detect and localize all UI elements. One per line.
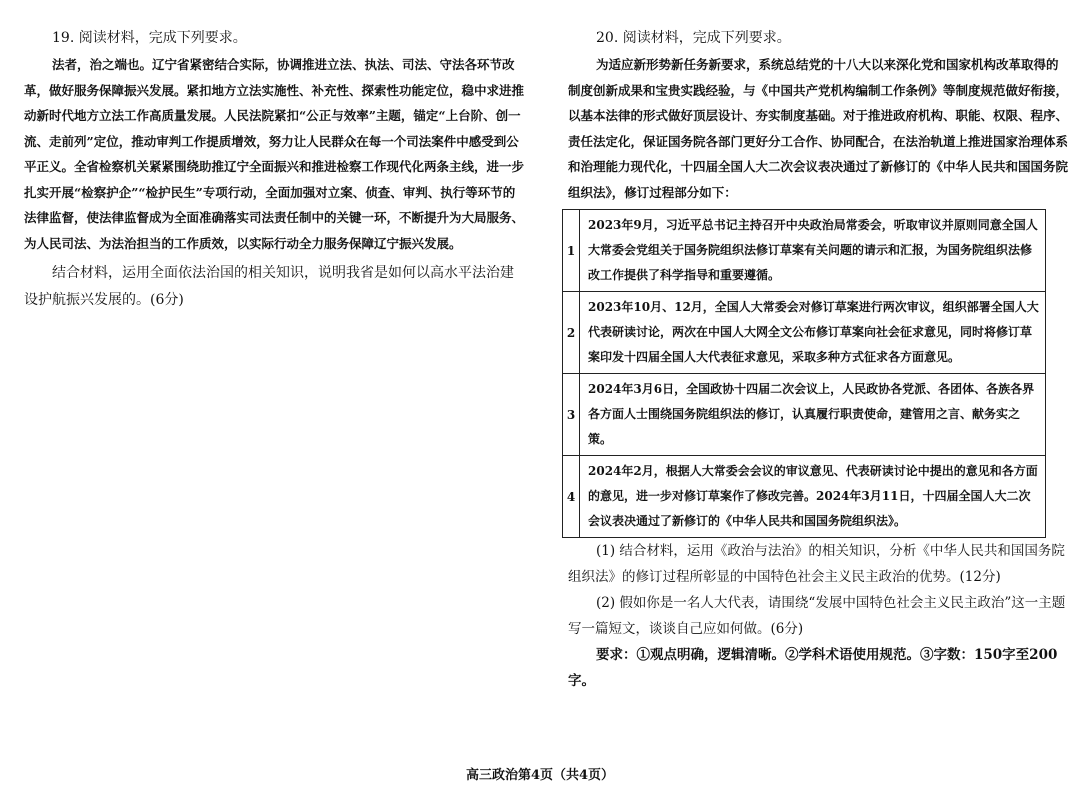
question-19: [24, 28, 524, 314]
table-row: [563, 456, 1046, 538]
row-text: 2024年3月6日，全国政协十四届二次会议上，人民政协各党派、各团体、各族各界各方面人士围绕国务院组织法的修订，认真履行职责使命，建管用之言、献务实之策。: [580, 374, 1046, 456]
row-text: 2023年10月、12月，全国人大常委会对修订草案进行两次审议，组织部署全国人大代表研读讨论，两次在中国人大网全文公布修订草案向社会征求意见，同时将修订草案印发十四届全国人大代表征求意见，采取多种方式征求各方面意见。: [580, 292, 1046, 374]
q19-title: 19. 阅读材料，完成下列要求。: [52, 30, 247, 46]
table-row: [563, 374, 1046, 456]
q20-intro: 为适应新形势新任务新要求，系统总结党的十八大以来深化党和国家机构改革取得的制度创新成果和宝贵实践经验，与《中国共产党机构编制工作条例》等制度规范做好衔接，以基本法律的形式做好顶层设计、夯实制度基础。对于推进政府机构、职能、权限、程序、责任法定化，保证国务院各部门更好分工合作、协同配合，在法治轨道上推进国家治理体系和治理能力现代化，十四届全国人大二次会议表决通过了新修订的《中华人民共和国国务院组织法》，修订过程部分如下：: [568, 57, 1069, 200]
q20-sub-question-1: (1) 结合材料，运用《政治与法治》的相关知识，分析《中华人民共和国国务院组织法》的修订过程所彰显的中国特色社会主义民主政治的优势。(12分): [568, 543, 1065, 585]
q19-material: 法者，治之端也。辽宁省紧密结合实际，协调推进立法、执法、司法、守法各环节改革，做好服务保障振兴发展。紧扣地方立法实施性、补充性、探索性功能定位，稳中求进推动新时代地方立法工作高质量发展。人民法院紧扣“公正与效率”主题，锚定“上台阶、创一流、走前列”定位，推动审判工作提质增效，努力让人民群众在每一个司法案件中感受到公平正义。全省检察机关紧紧围绕助推辽宁全面振兴和推进检察工作现代化两条主线，进一步扎实开展“检察护企”“检护民生”专项行动，全面加强对立案、侦查、审判、执行等环节的法律监督，使法律监督成为全面准确落实司法责任制中的关键一环，不断提升为大局服务、为人民司法、为法治担当的工作质效，以实际行动全力服务保障辽宁振兴发展。: [24, 57, 525, 251]
table-row: [563, 292, 1046, 374]
q19-task: 结合材料，运用全面依法治国的相关知识，说明我省是如何以高水平法治建设护航振兴发展的。(6分): [24, 265, 514, 308]
row-number: 3: [563, 374, 580, 456]
table-row: [563, 210, 1046, 292]
q20-sub-question-2: (2) 假如你是一名人大代表，请围绕“发展中国特色社会主义民主政治”这一主题写一篇短文，谈谈自己应如何做。(6分): [568, 595, 1066, 637]
row-number: 4: [563, 456, 580, 538]
question-20: [568, 28, 1068, 694]
q20-requirements: 要求：①观点明确，逻辑清晰。②学科术语使用规范。③字数：150字至200字。: [568, 647, 1058, 689]
page-footer: 高三政治第4页（共4页）: [465, 768, 615, 783]
row-number: 1: [563, 210, 580, 292]
revision-process-table: [562, 209, 1046, 538]
row-text: 2023年9月，习近平总书记主持召开中央政治局常委会，听取审议并原则同意全国人大常委会党组关于国务院组织法修订草案有关问题的请示和汇报，为国务院组织法修改工作提供了科学指导和重要遵循。: [580, 210, 1046, 292]
q20-title: 20. 阅读材料，完成下列要求。: [596, 30, 791, 46]
row-text: 2024年2月，根据人大常委会会议的审议意见、代表研读讨论中提出的意见和各方面的意见，进一步对修订草案作了修改完善。2024年3月11日，十四届全国人大二次会议表决通过了新修订的《中华人民共和国国务院组织法》。: [580, 456, 1046, 538]
row-number: 2: [563, 292, 580, 374]
